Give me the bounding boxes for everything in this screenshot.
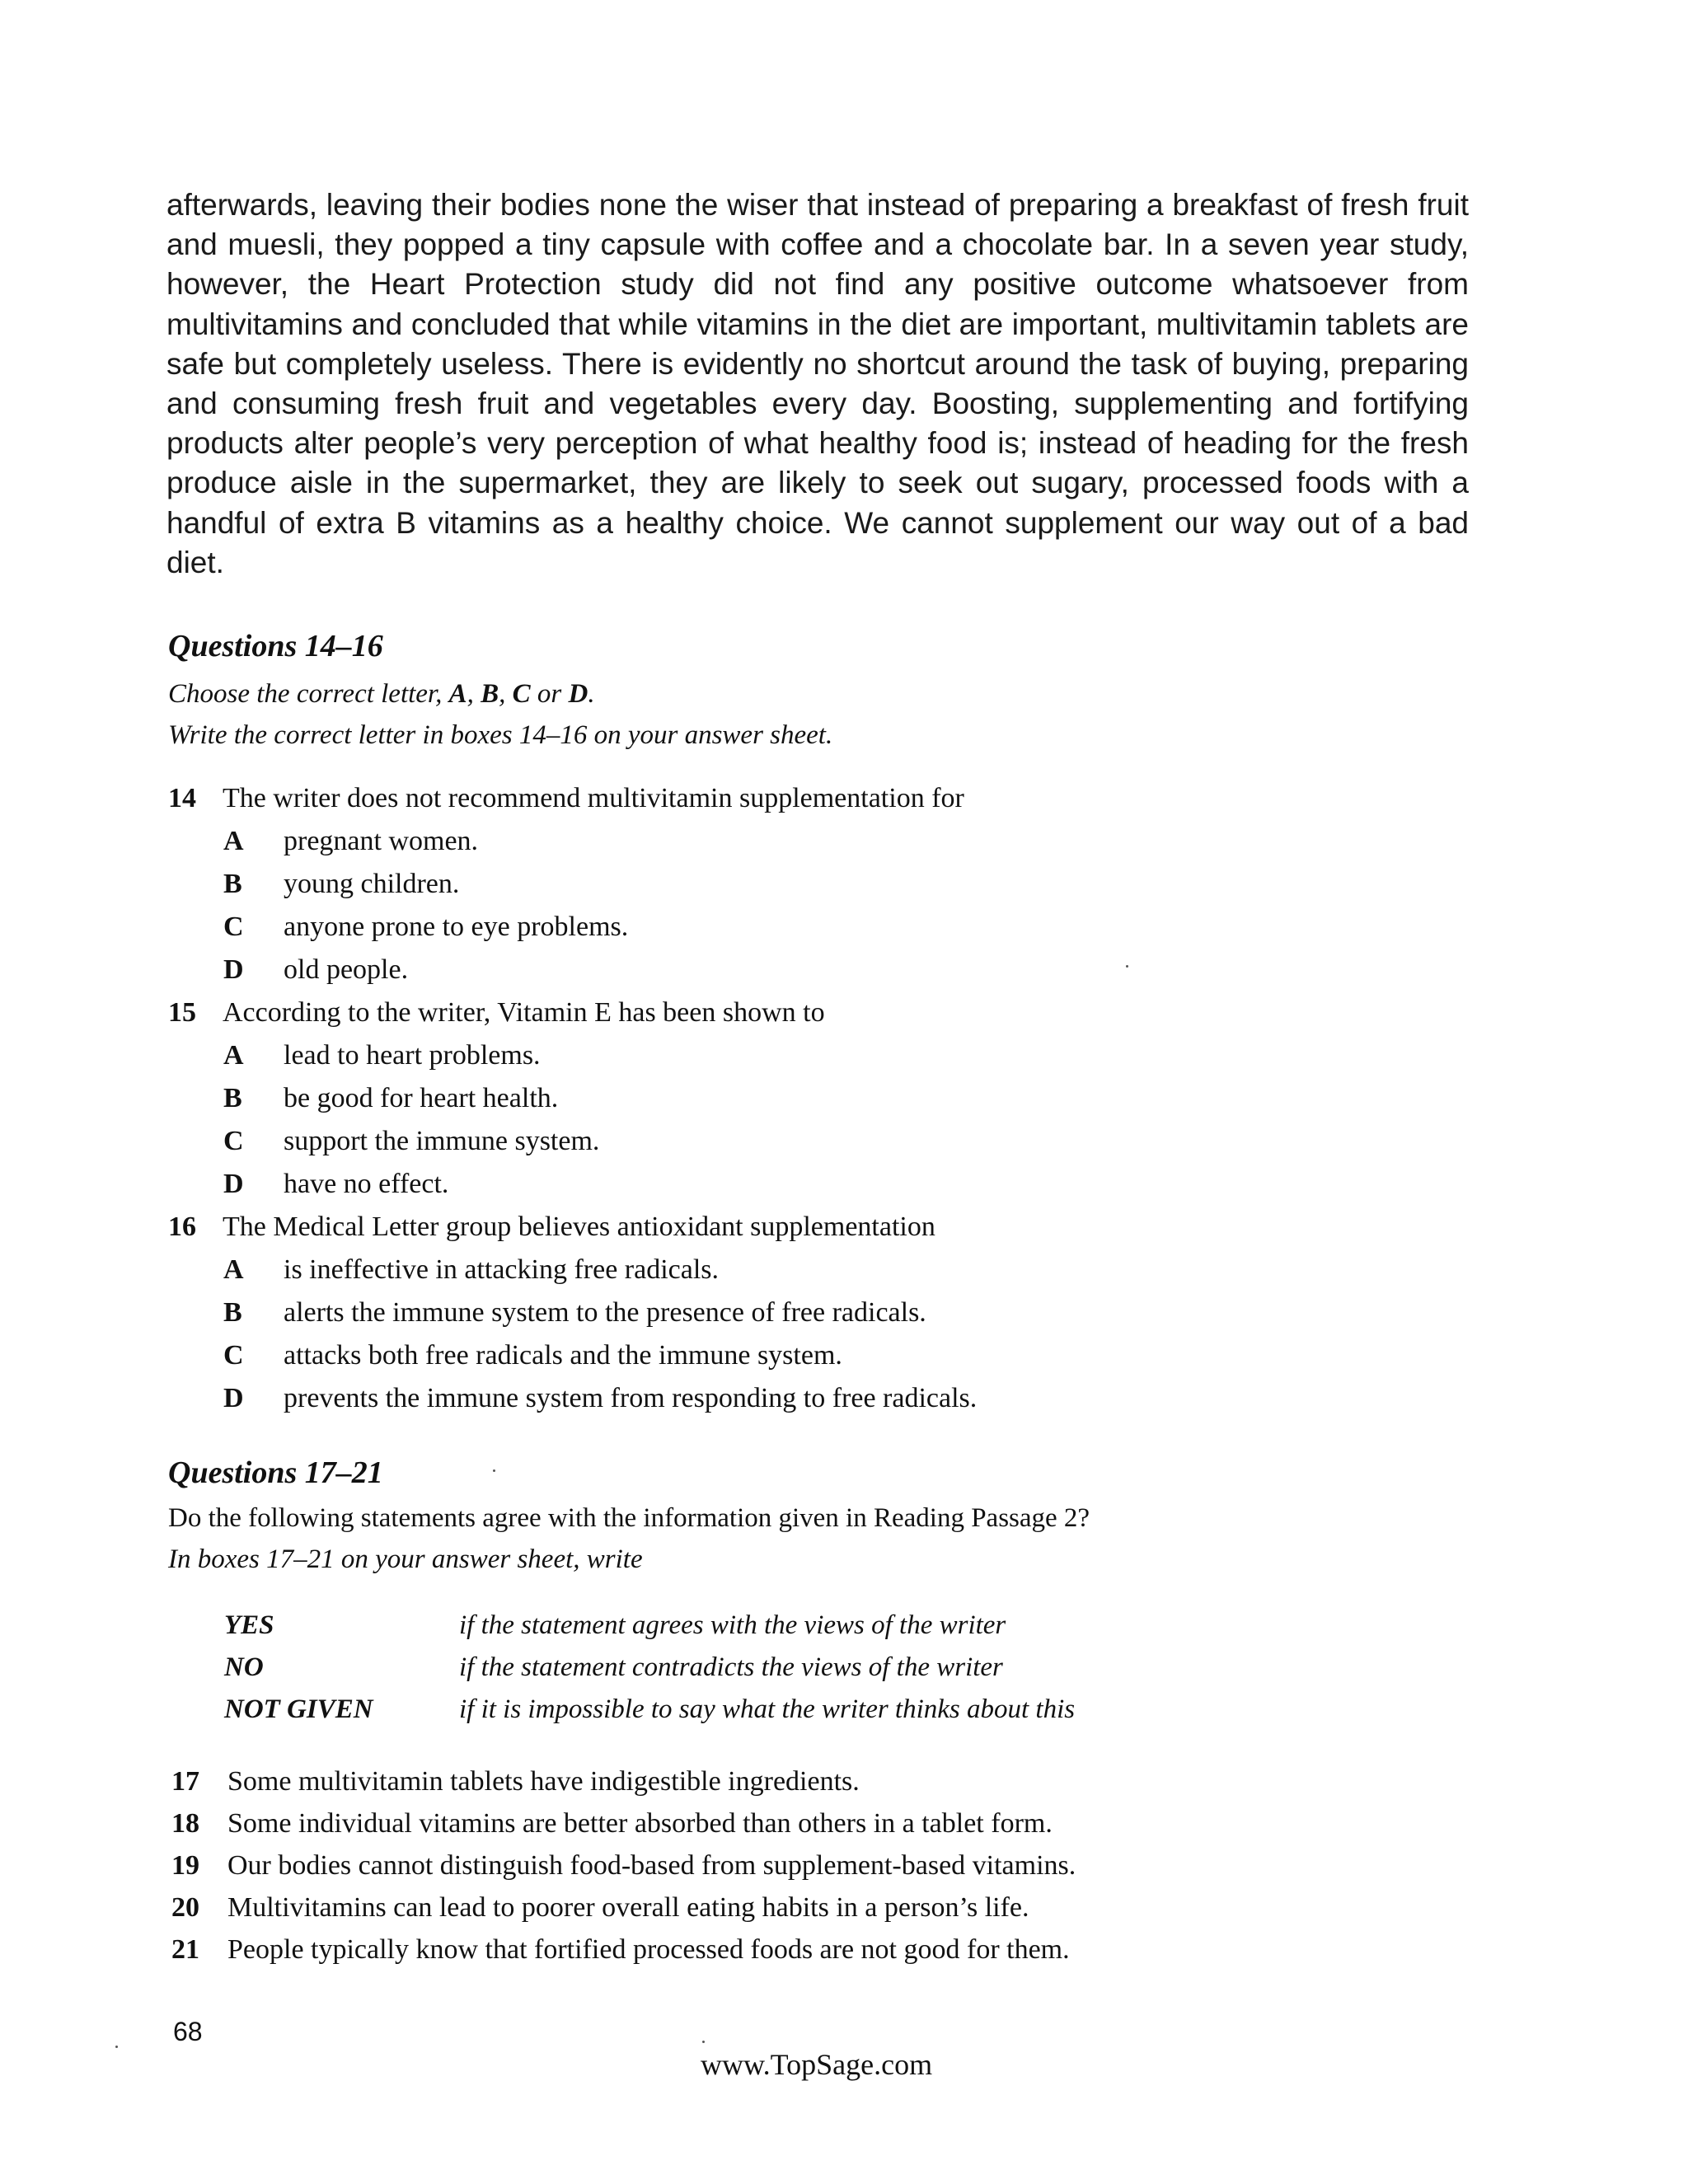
question-number: 14 <box>168 783 196 813</box>
option-letter: C <box>223 912 244 942</box>
instruction-choose-letter <box>168 673 595 715</box>
option-letter: A <box>223 1040 244 1071</box>
option-16-d <box>223 1383 977 1426</box>
scan-speck <box>702 2041 705 2043</box>
scan-speck <box>493 1469 495 1472</box>
option-text: prevents the immune system from responding to free radicals. <box>284 1383 978 1413</box>
letter-c: C <box>512 679 531 709</box>
option-letter: B <box>223 869 242 899</box>
statement-20 <box>171 1892 1029 1924</box>
option-letter: D <box>223 954 244 985</box>
instruction-statements: Do the following statements agree with the information given in Reading Passage 2? <box>168 1503 1090 1533</box>
option-15-c <box>223 1126 599 1169</box>
statement-19 <box>171 1850 1076 1882</box>
key-row-not-given <box>224 1694 1075 1725</box>
statement-18 <box>171 1808 1053 1840</box>
option-letter: B <box>223 1297 242 1328</box>
instruction-write-letter <box>168 714 832 757</box>
question-number: 19 <box>171 1850 199 1881</box>
option-14-c <box>223 912 628 954</box>
option-15-d <box>223 1169 448 1212</box>
question-number: 15 <box>168 997 196 1028</box>
question-number: 17 <box>171 1766 199 1797</box>
question-14 <box>168 783 964 826</box>
key-term: NO <box>224 1652 264 1682</box>
option-text: is ineffective in attacking free radicals. <box>284 1254 720 1285</box>
key-row-yes <box>224 1610 1006 1641</box>
option-text: attacks both free radicals and the immune system. <box>284 1340 842 1371</box>
option-text: have no effect. <box>284 1169 449 1199</box>
option-15-b <box>223 1083 558 1126</box>
letter-a: A <box>448 679 467 709</box>
option-14-a <box>223 826 478 869</box>
option-16-a <box>223 1254 719 1297</box>
option-14-d <box>223 954 408 997</box>
question-number: 18 <box>171 1808 199 1839</box>
question-stem: The Medical Letter group believes antioxidant supplementation <box>223 1212 935 1242</box>
separator-or: or <box>530 679 569 709</box>
option-text: young children. <box>284 869 460 899</box>
key-row-no <box>224 1652 1003 1683</box>
option-text: old people. <box>284 954 409 985</box>
option-14-b <box>223 869 459 912</box>
question-15 <box>168 997 825 1040</box>
instruction-period: . <box>588 679 595 709</box>
statement-text: Our bodies cannot distinguish food-based from supplement-based vitamins. <box>227 1850 1076 1881</box>
passage-text: afterwards, leaving their bodies none the wiser that instead of preparing a breakfast of fresh fruit and muesli, they popped a tiny capsule with coffee and a chocolate bar. In a seven year study, however, the Heart Protection study did not find any positive outcome whatsoever from multivitamins and concluded that while vitamins in the diet are important, multivitamin tablets are safe but completely useless. There is evidently no shortcut around the task of buying, preparing and consuming fresh fruit and vegetables every day. Boosting, supplementing and fortifying products alter people’s very perception of what healthy food is; instead of heading for the fresh produce aisle in the supermarket, they are likely to seek out sugary, processed foods with a handful of extra B vitamins as a healthy choice. We cannot supplement our way out of a bad diet. <box>166 188 1469 579</box>
option-16-c <box>223 1340 842 1383</box>
key-term: YES <box>224 1610 274 1640</box>
option-letter: A <box>223 826 244 856</box>
option-letter: A <box>223 1254 244 1285</box>
letter-d: D <box>568 679 588 709</box>
option-letter: C <box>223 1126 244 1156</box>
question-number: 16 <box>168 1212 196 1242</box>
option-text: pregnant women. <box>284 826 479 856</box>
statement-21 <box>171 1934 1070 1966</box>
option-16-b <box>223 1297 926 1340</box>
option-text: anyone prone to eye problems. <box>284 912 629 942</box>
key-term: NOT GIVEN <box>224 1694 373 1724</box>
instruction-text: In boxes 17–21 on your answer sheet, write <box>168 1544 643 1574</box>
option-text: alerts the immune system to the presence of free radicals. <box>284 1297 926 1328</box>
scan-speck <box>1126 965 1128 968</box>
question-16 <box>168 1212 935 1254</box>
question-stem: The writer does not recommend multivitamin supplementation for <box>223 783 964 813</box>
option-letter: B <box>223 1083 242 1113</box>
statement-text: Multivitamins can lead to poorer overall eating habits in a person’s life. <box>227 1892 1029 1923</box>
key-description: if it is impossible to say what the writer thinks about this <box>459 1694 1076 1724</box>
option-text: support the immune system. <box>284 1126 600 1156</box>
key-description: if the statement agrees with the views of the writer <box>459 1610 1006 1640</box>
statement-text: Some individual vitamins are better absorbed than others in a tablet form. <box>227 1808 1053 1839</box>
option-text: lead to heart problems. <box>284 1040 541 1071</box>
key-description: if the statement contradicts the views of the writer <box>459 1652 1003 1682</box>
letter-b: B <box>481 679 499 709</box>
footer-url: www.TopSage.com <box>701 2048 933 2081</box>
question-number: 20 <box>171 1892 199 1923</box>
statement-17 <box>171 1766 860 1797</box>
option-letter: D <box>223 1383 244 1413</box>
separator: , <box>499 679 513 709</box>
option-15-a <box>223 1040 541 1083</box>
statement-text: Some multivitamin tablets have indigestible ingredients. <box>227 1766 860 1797</box>
section-heading-17-21: Questions 17–21 <box>168 1455 383 1490</box>
option-letter: C <box>223 1340 244 1371</box>
page-number: 68 <box>173 2017 203 2046</box>
question-stem: According to the writer, Vitamin E has been shown to <box>223 997 825 1028</box>
separator: , <box>467 679 481 709</box>
instruction-text: Write the correct letter in boxes 14–16 on your answer sheet. <box>168 720 833 750</box>
scan-speck <box>115 2046 118 2048</box>
instruction-text: Choose the correct letter, <box>168 679 449 709</box>
question-number: 21 <box>171 1934 199 1965</box>
statement-text: People typically know that fortified processed foods are not good for them. <box>227 1934 1070 1965</box>
instruction-boxes <box>168 1538 643 1581</box>
option-letter: D <box>223 1169 244 1199</box>
option-text: be good for heart health. <box>284 1083 559 1113</box>
section-heading-14-16: Questions 14–16 <box>168 629 383 663</box>
